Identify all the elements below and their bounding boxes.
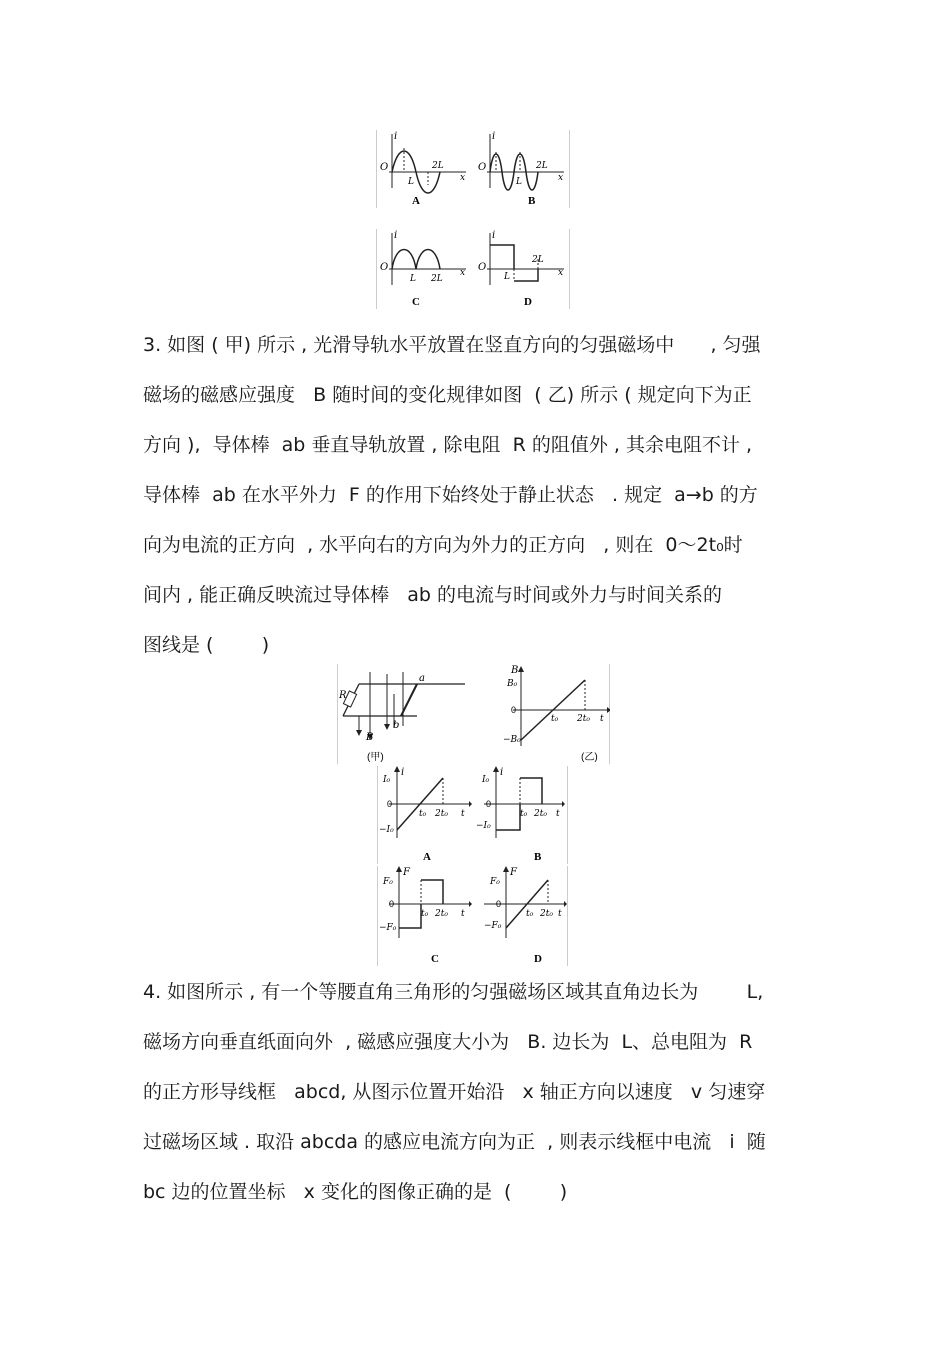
option-caption: B [534,851,542,863]
tick-label-t0: t₀ [419,809,427,819]
figure-option-C-top [376,229,472,309]
q4-line-2: 磁场方向垂直纸面向外 , 磁感应强度大小为 B. 边长为 L、总电阻为 R [143,1031,753,1053]
figure-jia-circuit [337,664,473,764]
origin-label: 0 [496,899,502,909]
tick-label-2L: 2L [431,274,443,284]
tick-label-2L: 2L [536,161,548,171]
resistor-label: R [339,690,347,701]
x-axis-label: t [461,809,465,819]
q3-option-A-graph [377,766,472,864]
origin-label: 0 [486,799,492,809]
tick-label-B0: B₀ [507,679,518,689]
q3-line-3: 方向 ), 导体棒 ab 垂直导轨放置 , 除电阻 R 的阻值外 , 其余电阻不计 , [143,434,753,456]
tick-label-t0: t₀ [520,809,528,819]
y-axis-label: i [500,767,504,778]
q3-line-6: 间内 , 能正确反映流过导体棒 ab 的电流与时间或外力与时间关系的 [143,584,722,606]
figure-option-B-top [474,130,570,208]
y-axis-label: i [492,131,496,142]
x-axis-label: t [600,714,604,724]
y-axis-label: B [511,665,519,676]
figure-yi-graph [473,664,610,764]
tick-label-top: I₀ [383,775,391,785]
tick-label-t0: t₀ [526,909,534,919]
q3-option-B-graph [472,766,568,864]
q3-option-C-graph [377,866,472,966]
y-axis-label: F [510,867,517,878]
figure-caption-jia: (甲) [367,752,384,763]
tick-label-2t0: 2t₀ [577,714,590,724]
tick-label-L: L [516,177,522,187]
tick-label-bottom: −F₀ [484,921,502,931]
y-axis-label: F [403,867,410,878]
rod-end-b-label: b [393,720,400,731]
option-caption: A [423,851,431,863]
origin-label: 0 [387,799,393,809]
x-axis-label: t [558,909,562,919]
q3-line-4: 导体棒 ab 在水平外力 F 的作用下始终处于静止状态 . 规定 a→b 的方 [143,484,758,506]
q3-line-2: 磁场的磁感应强度 B 随时间的变化规律如图 ( 乙) 所示 ( 规定向下为正 [143,384,752,406]
option-caption: C [431,953,439,965]
tick-label-L: L [504,272,510,282]
q3-line-1: 3. 如图 ( 甲) 所示 , 光滑导轨水平放置在竖直方向的匀强磁场中 , 匀强 [143,334,761,356]
origin-label: O [478,162,487,173]
tick-label-t0: t₀ [421,909,429,919]
x-axis-label: x [460,268,466,278]
tick-label-top: F₀ [490,877,500,887]
tick-label-bottom: −I₀ [476,821,491,831]
y-axis-label: i [394,131,398,142]
origin-label: O [380,262,389,273]
q3-line-7: 图线是 ( ) [143,634,270,656]
x-axis-label: t [461,909,465,919]
option-caption: D [524,296,532,308]
figure-option-A-top [376,130,472,208]
option-caption: B [528,195,536,207]
tick-label-L: L [408,177,414,187]
tick-label-top: F₀ [383,877,393,887]
origin-label: O [478,262,487,273]
tick-label-2t0: 2t₀ [540,909,553,919]
option-caption: C [412,296,420,308]
tick-label-2L: 2L [532,255,544,265]
y-axis-label: i [401,767,405,778]
tick-label-top: I₀ [482,775,490,785]
y-axis-label: i [394,230,398,241]
tick-label-negB0: −B₀ [503,735,521,745]
q4-line-5: bc 边的位置坐标 x 变化的图像正确的是 ( ) [143,1181,568,1203]
x-axis-label: x [558,173,564,183]
x-axis-label: x [558,268,564,278]
origin-label: 0 [511,705,517,715]
q4-line-3: 的正方形导线框 abcd, 从图示位置开始沿 x 轴正方向以速度 v 匀速穿 [143,1081,766,1103]
tick-label-bottom: −I₀ [379,825,394,835]
tick-label-t0: t₀ [551,714,559,724]
tick-label-2t0: 2t₀ [534,809,547,819]
y-axis-label: i [492,230,496,241]
tick-label-bottom: −F₀ [379,923,397,933]
tick-label-L: L [410,274,416,284]
figure-caption-yi: (乙) [581,752,598,763]
figure-option-D-top [474,229,570,309]
q3-option-D-graph [472,866,568,966]
tick-label-2t0: 2t₀ [435,909,448,919]
x-axis-label: t [556,809,560,819]
option-caption: D [534,953,542,965]
q3-line-5: 向为电流的正方向 , 水平向右的方向为外力的正方向 , 则在 0～2t₀时 [143,534,743,556]
q4-line-4: 过磁场区域 . 取沿 abcda 的感应电流方向为正 , 则表示线框中电流 i 随 [143,1131,766,1153]
tick-label-2L: 2L [432,161,444,171]
origin-label: 0 [389,899,395,909]
origin-label: O [380,162,389,173]
q4-line-1: 4. 如图所示 , 有一个等腰直角三角形的匀强磁场区域其直角边长为 L, [143,981,764,1003]
field-label: B [366,732,374,743]
option-caption: A [412,195,420,207]
tick-label-2t0: 2t₀ [435,809,448,819]
x-axis-label: x [460,173,466,183]
rod-end-a-label: a [419,673,425,684]
